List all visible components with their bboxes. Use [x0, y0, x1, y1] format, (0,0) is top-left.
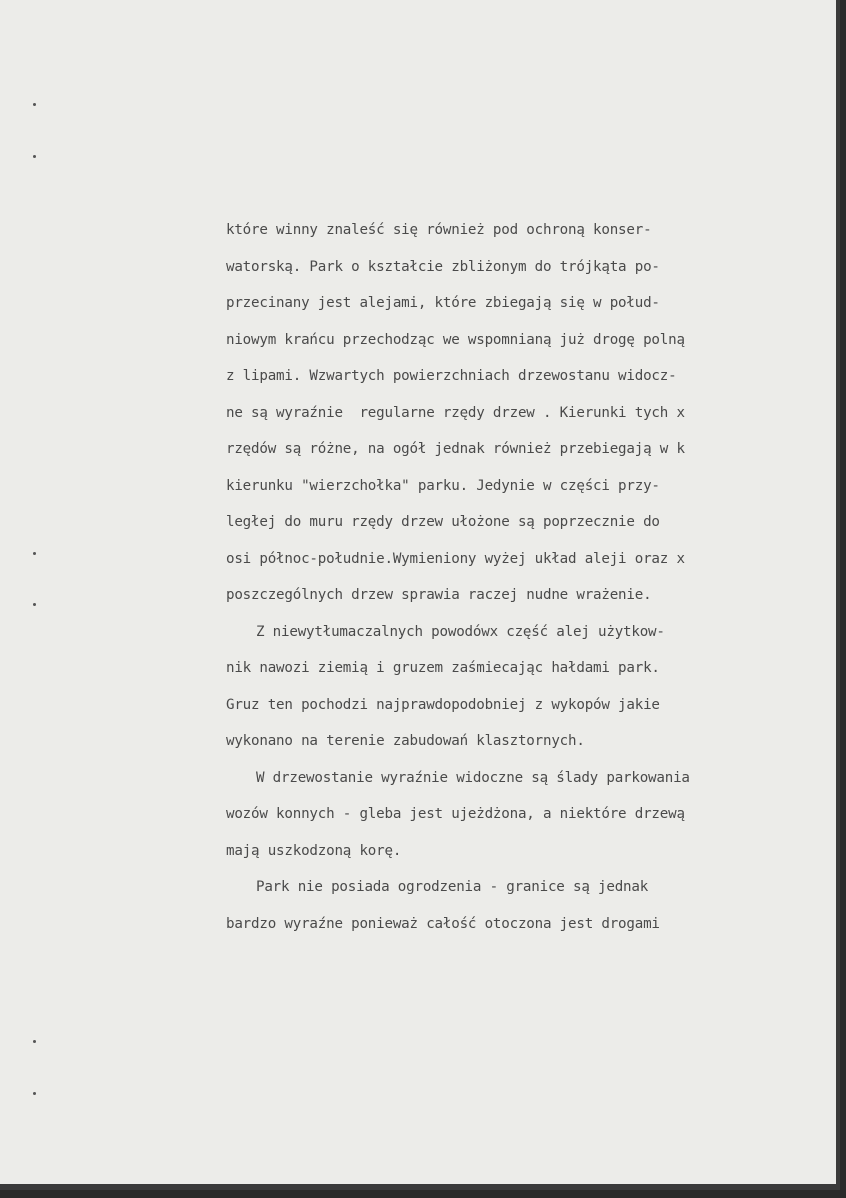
- text-line: mają uszkodzoną korę.: [226, 842, 402, 859]
- punch-hole-mark: [33, 552, 36, 555]
- text-line: bardzo wyraźne ponieważ całość otoczona jest drogami: [226, 915, 660, 932]
- text-line: niowym krańcu przechodząc we wspomnianą już drogę polną: [226, 331, 685, 348]
- punch-hole-mark: [33, 603, 36, 606]
- text-line: osi północ-południe.Wymieniony wyżej układ aleji oraz x: [226, 550, 685, 567]
- text-line: rzędów są różne, na ogół jednak również przebiegają w k: [226, 441, 685, 457]
- text-line: poszczególnych drzew sprawia raczej nudne wrażenie.: [226, 587, 652, 603]
- text-line: Z niewytłumaczalnych powodówx część alej użytkow-: [256, 623, 665, 640]
- text-line: W drzewostanie wyraźnie widoczne są ślady parkowania: [256, 769, 690, 786]
- punch-hole-mark: [33, 155, 36, 158]
- punch-hole-mark: [33, 1092, 36, 1095]
- text-line: watorską. Park o kształcie zbliżonym do trójkąta po-: [226, 258, 660, 275]
- punch-hole-mark: [33, 103, 36, 106]
- text-line: nik nawozi ziemią i gruzem zaśmiecając hałdami park.: [226, 660, 660, 676]
- text-line: przecinany jest alejami, które zbiegają się w połud-: [226, 295, 660, 311]
- typewritten-text: [226, 216, 806, 946]
- text-line: wykonano na terenie zabudowań klasztornych.: [226, 733, 585, 749]
- text-line: z lipami. Wzwartych powierzchniach drzewostanu widocz-: [226, 368, 677, 384]
- text-line: które winny znaleść się również pod ochroną konser-: [226, 222, 652, 238]
- text-line: Park nie posiada ogrodzenia - granice są jednak: [256, 879, 649, 895]
- text-line: Gruz ten pochodzi najprawdopodobniej z wykopów jakie: [226, 696, 660, 713]
- text-line: wozów konnych - gleba jest ujeżdżona, a niektóre drzewą: [226, 806, 685, 822]
- text-line: kierunku "wierzchołka" parku. Jedynie w części przy-: [226, 477, 660, 494]
- text-line: ne są wyraźnie regularne rzędy drzew . Kierunki tych x: [226, 404, 685, 421]
- text-line: ległej do muru rzędy drzew ułożone są poprzecznie do: [226, 514, 660, 530]
- punch-hole-mark: [33, 1040, 36, 1043]
